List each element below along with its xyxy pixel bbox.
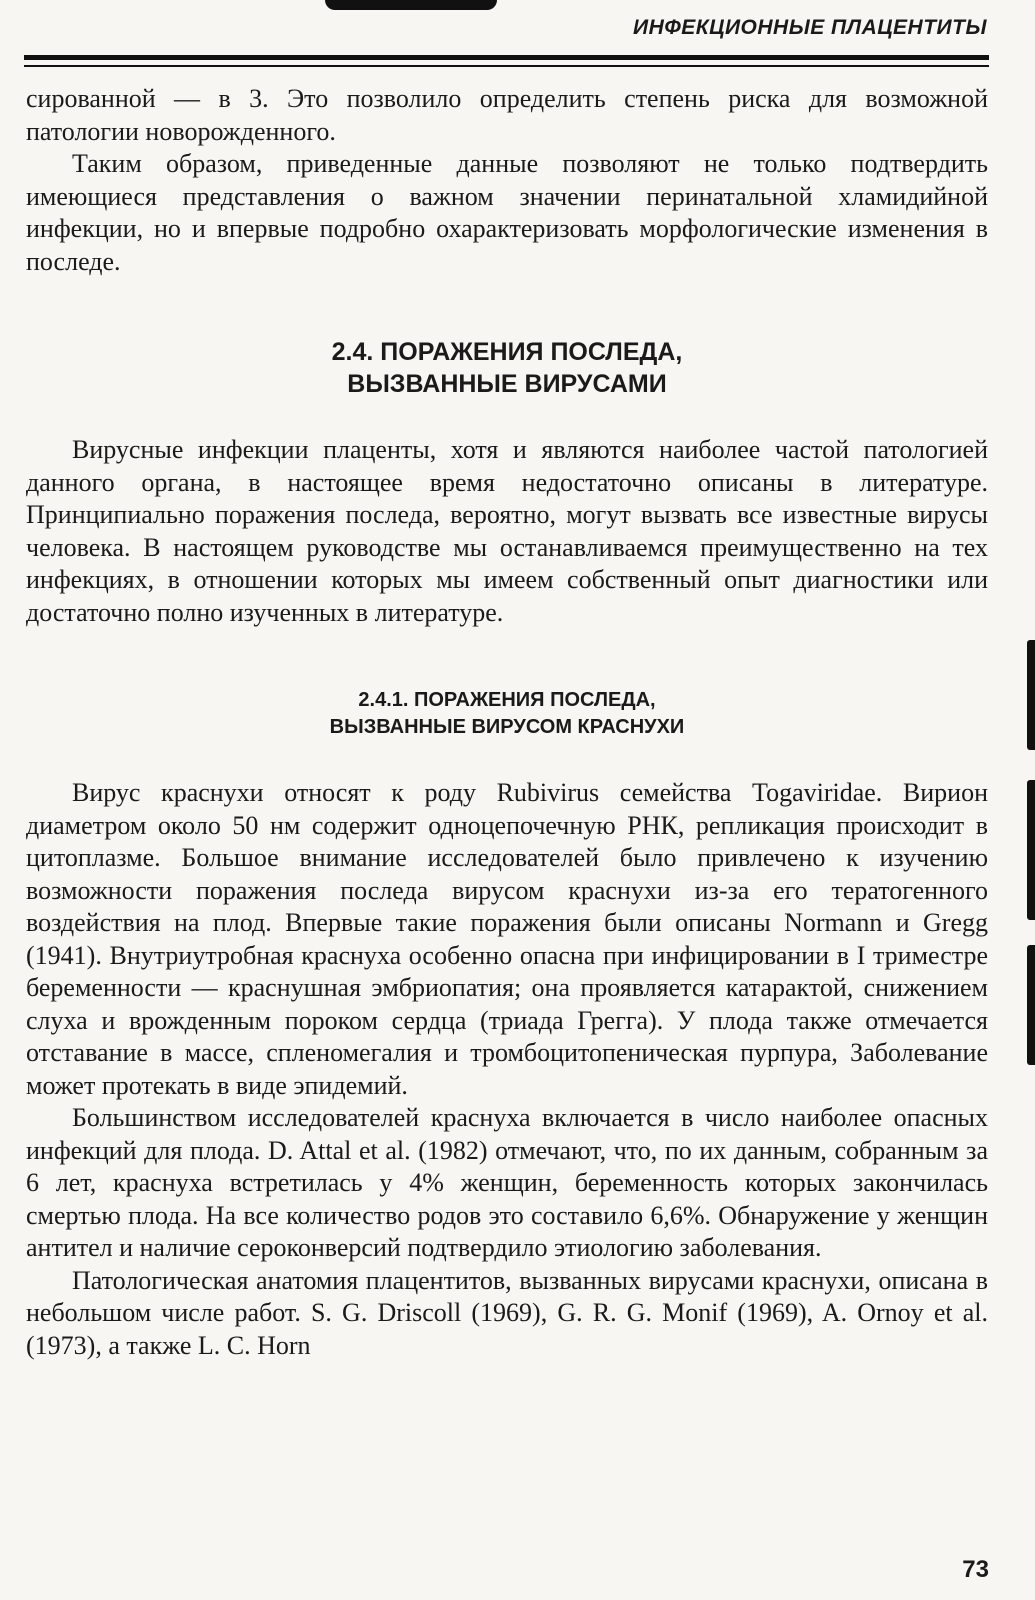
scan-edge-mark bbox=[1027, 640, 1035, 750]
scan-artifact bbox=[325, 0, 497, 10]
subsection-heading-line: 2.4.1. ПОРАЖЕНИЯ ПОСЛЕДА, bbox=[358, 689, 656, 711]
subsection-heading bbox=[26, 687, 988, 741]
paragraph: Патологическая анатомия плацентитов, вызванных вирусами краснухи, описана в небольшом числе работ. S. G. Driscoll (1969), G. R. G. Monif (1969), A. Ornoy et al. (1973), а также L. C. Horn bbox=[26, 1265, 988, 1360]
section-heading-line: 2.4. ПОРАЖЕНИЯ ПОСЛЕДА, bbox=[331, 338, 683, 366]
section-heading bbox=[26, 336, 988, 400]
scan-edge-mark bbox=[1027, 945, 1035, 1065]
header-rule-thin bbox=[24, 65, 989, 67]
paragraph: Вирусные инфекции плаценты, хотя и являются наиболее частой патологией данного органа, в настоящее время недостаточно описаны в литературе. Принципиально поражения последа, вероятно, могут вызвать все известные вирусы человека. В настоящем руководстве мы останавливаемся преимущественно на тех инфекциях, в отношении которых мы имеем собственный опыт диагностики или достаточно полно изученных в литературе. bbox=[26, 435, 988, 627]
paragraph: Вирус краснухи относят к роду Rubivirus семейства Togaviridae. Вирион диаметром около 50 нм содержит одноцепочечную РНК, репликация происходит в цитоплазме. Большое внимание исследователей было привлечено к изучению возможности поражения последа вирусом краснухи из-за его тератогенного воздействия на плод. Впервые такие поражения были описаны Normann и Gregg (1941). Внутриутробная краснуха особенно опасна при инфицировании в I триместре беременности — краснушная эмбриопатия; она проявляется катарактой, снижением слуха и врожденным пороком сердца (триада Грегга). У плода также отмечается отставание в массе, спленомегалия и тромбоцитопеническая пурпура, Заболевание может протекать в виде эпидемий. bbox=[26, 778, 988, 1100]
section-heading-line: ВЫЗВАННЫЕ ВИРУСАМИ bbox=[347, 370, 667, 398]
paragraph: Таким образом, приведенные данные позволяют не только подтвердить имеющиеся представления о важном значении перинатальной хламидийной инфекции, но и впервые подробно охарактеризовать морфологические изменения в последе. bbox=[26, 149, 988, 276]
page-body bbox=[26, 83, 988, 1362]
running-head: ИНФЕКЦИОННЫЕ ПЛАЦЕНТИТЫ bbox=[633, 16, 987, 39]
paragraph: Большинством исследователей краснуха включается в число наиболее опасных инфекций для плода. D. Attal et al. (1982) отмечают, что, по их данным, собранным за 6 лет, краснуха встретилась у 4% женщин, беременность которых закончилась смертью плода. На все количество родов это составило 6,6%. Обнаружение у женщин антител и наличие сероконверсий подтвердило этиологию заболевания. bbox=[26, 1103, 988, 1262]
scan-edge-mark bbox=[1027, 780, 1035, 920]
subsection-heading-line: ВЫЗВАННЫЕ ВИРУСОМ КРАСНУХИ bbox=[329, 716, 685, 738]
header-rule-thick bbox=[24, 55, 989, 60]
page-number: 73 bbox=[962, 1556, 989, 1583]
paragraph: сированной — в 3. Это позволило определить степень риска для возможной патологии новорожденного. bbox=[26, 84, 988, 146]
